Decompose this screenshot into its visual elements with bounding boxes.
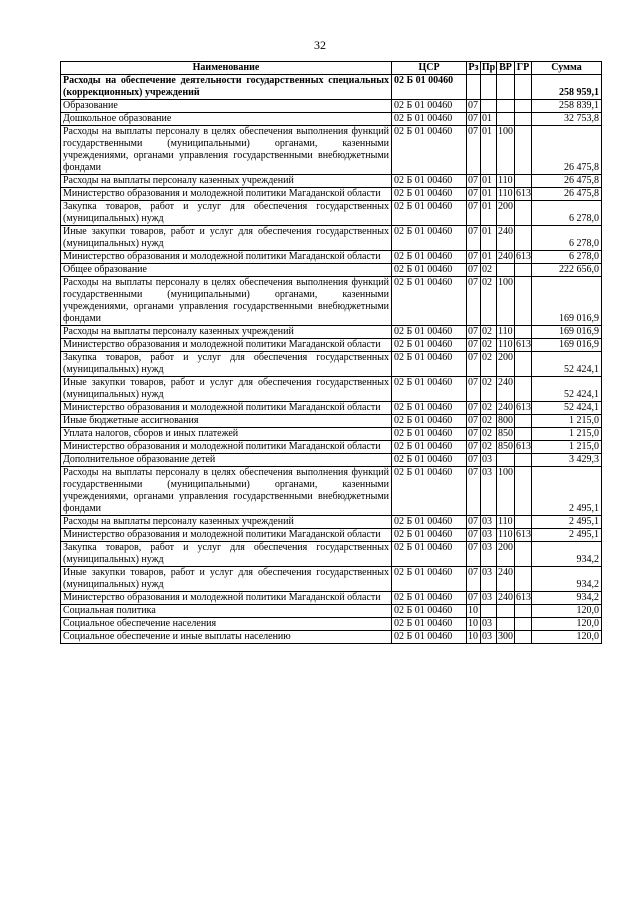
cell-pr: 03 (481, 592, 497, 605)
header-rz: Рз (468, 62, 479, 73)
cell-csr: 02 Б 01 00460 (392, 201, 467, 226)
cell-pr: 03 (481, 454, 497, 467)
cell-csr: 02 Б 01 00460 (392, 415, 467, 428)
cell-sum: 2 495,1 (532, 516, 602, 529)
cell-pr (481, 605, 497, 618)
cell-pr: 02 (481, 264, 497, 277)
table-row (61, 277, 602, 326)
cell-pr (481, 75, 497, 100)
cell-sum: 6 278,0 (532, 201, 602, 226)
cell-vr: 110 (498, 188, 513, 199)
cell-sum: 169 016,9 (532, 326, 602, 339)
cell-rz: 07 (467, 377, 481, 402)
cell-name: Социальное обеспечение населения (61, 618, 392, 631)
cell-vr: 110 (498, 175, 513, 186)
cell-rz: 07 (467, 113, 481, 126)
table-row (61, 592, 602, 605)
cell-csr: 02 Б 01 00460 (392, 264, 467, 277)
cell-gr: 613 (516, 339, 531, 350)
cell-vr (497, 618, 515, 631)
cell-rz: 10 (467, 605, 481, 618)
cell-gr (515, 100, 532, 113)
cell-gr: 613 (516, 188, 531, 199)
cell-rz: 10 (467, 618, 481, 631)
cell-vr (497, 264, 515, 277)
cell-rz: 07 (467, 428, 481, 441)
cell-gr (515, 542, 532, 567)
cell-gr (515, 75, 532, 100)
cell-rz: 07 (467, 516, 481, 529)
cell-sum: 1 215,0 (532, 428, 602, 441)
cell-pr (481, 100, 497, 113)
cell-rz: 07 (467, 567, 481, 592)
cell-gr (515, 113, 532, 126)
cell-vr: 240 (498, 251, 513, 262)
cell-rz: 07 (467, 441, 481, 454)
table-row (61, 529, 602, 542)
cell-csr: 02 Б 01 00460 (392, 631, 467, 644)
cell-sum: 52 424,1 (532, 402, 602, 415)
cell-name: Министерство образования и молодежной политики Магаданской области (61, 529, 392, 542)
cell-name: Министерство образования и молодежной политики Магаданской области (61, 402, 392, 415)
cell-vr: 110 (498, 326, 513, 337)
cell-rz: 07 (467, 467, 481, 516)
cell-sum: 32 753,8 (532, 113, 602, 126)
cell-gr (515, 352, 532, 377)
cell-sum: 258 839,1 (532, 100, 602, 113)
cell-pr: 01 (481, 188, 497, 201)
cell-pr: 03 (481, 542, 497, 567)
cell-name: Министерство образования и молодежной политики Магаданской области (61, 441, 392, 454)
cell-vr (497, 113, 515, 126)
cell-csr: 02 Б 01 00460 (392, 188, 467, 201)
cell-gr (515, 226, 532, 251)
cell-pr: 01 (481, 226, 497, 251)
cell-gr (515, 415, 532, 428)
cell-name: Министерство образования и молодежной политики Магаданской области (61, 188, 392, 201)
cell-name: Дошкольное образование (61, 113, 392, 126)
cell-rz: 07 (467, 415, 481, 428)
cell-pr: 02 (481, 326, 497, 339)
cell-sum: 26 475,8 (532, 188, 602, 201)
cell-rz: 07 (467, 126, 481, 175)
cell-pr: 03 (481, 567, 497, 592)
cell-vr: 110 (498, 529, 513, 540)
cell-name: Расходы на выплаты персоналу в целях обеспечения выполнения функций государственными (муниципальными) органами, казенными учреждениями, органами управления государственными внебюджетными фондами (61, 467, 392, 516)
cell-rz: 10 (467, 631, 481, 644)
table-row (61, 113, 602, 126)
cell-pr: 01 (481, 175, 497, 188)
cell-rz: 07 (467, 277, 481, 326)
cell-vr: 240 (498, 592, 513, 603)
cell-sum: 26 475,8 (532, 126, 602, 175)
cell-pr: 03 (481, 516, 497, 529)
cell-pr: 01 (481, 113, 497, 126)
cell-rz: 07 (467, 188, 481, 201)
cell-sum: 1 215,0 (532, 415, 602, 428)
table-row (61, 264, 602, 277)
cell-pr: 02 (481, 377, 497, 402)
header-csr: ЦСР (392, 62, 467, 75)
cell-sum: 222 656,0 (532, 264, 602, 277)
cell-vr: 240 (498, 402, 513, 413)
cell-gr: 613 (516, 251, 531, 262)
cell-vr: 100 (497, 467, 515, 516)
cell-name: Закупка товаров, работ и услуг для обеспечения государственных (муниципальных) нужд (61, 201, 392, 226)
cell-csr: 02 Б 01 00460 (392, 100, 467, 113)
cell-sum: 934,2 (532, 567, 602, 592)
cell-sum: 6 278,0 (532, 226, 602, 251)
cell-rz: 07 (467, 100, 481, 113)
table-row (61, 402, 602, 415)
cell-rz: 07 (467, 592, 481, 605)
table-row (61, 516, 602, 529)
table-row (61, 339, 602, 352)
cell-vr: 240 (497, 226, 515, 251)
cell-csr: 02 Б 01 00460 (392, 377, 467, 402)
table-row (61, 251, 602, 264)
header-name: Наименование (61, 62, 392, 75)
cell-gr (515, 618, 532, 631)
cell-rz: 07 (467, 352, 481, 377)
cell-rz: 07 (467, 529, 481, 542)
cell-sum: 2 495,1 (532, 529, 602, 542)
table-body (61, 75, 602, 644)
cell-name: Министерство образования и молодежной политики Магаданской области (61, 251, 392, 264)
cell-pr: 02 (481, 402, 497, 415)
page-number: 32 (314, 38, 326, 52)
cell-csr: 02 Б 01 00460 (392, 618, 467, 631)
header-sum: Сумма (532, 62, 602, 75)
cell-sum: 52 424,1 (532, 377, 602, 402)
cell-name: Уплата налогов, сборов и иных платежей (61, 428, 392, 441)
cell-gr (515, 277, 532, 326)
table-row (61, 326, 602, 339)
cell-vr: 200 (497, 201, 515, 226)
cell-gr (515, 631, 532, 644)
cell-csr: 02 Б 01 00460 (392, 454, 467, 467)
cell-csr: 02 Б 01 00460 (392, 277, 467, 326)
cell-name: Министерство образования и молодежной политики Магаданской области (61, 592, 392, 605)
cell-vr: 100 (497, 277, 515, 326)
table-row (61, 75, 602, 100)
cell-name: Расходы на выплаты персоналу казенных учреждений (61, 175, 392, 188)
table-row (61, 377, 602, 402)
cell-csr: 02 Б 01 00460 (392, 175, 467, 188)
cell-csr: 02 Б 01 00460 (392, 567, 467, 592)
table-row (61, 175, 602, 188)
cell-pr: 02 (481, 415, 497, 428)
cell-rz: 07 (467, 339, 481, 352)
cell-sum: 120,0 (532, 605, 602, 618)
table-row (61, 226, 602, 251)
cell-sum: 120,0 (532, 618, 602, 631)
cell-gr (515, 377, 532, 402)
cell-pr: 01 (481, 251, 497, 264)
cell-name: Расходы на выплаты персоналу в целях обеспечения выполнения функций государственными (муниципальными) органами, казенными учреждениями, органами управления государственными внебюджетными фондами (61, 126, 392, 175)
cell-name: Иные закупки товаров, работ и услуг для обеспечения государственных (муниципальных) нужд (61, 567, 392, 592)
cell-rz: 07 (467, 402, 481, 415)
cell-vr: 110 (498, 339, 513, 350)
cell-vr: 240 (497, 567, 515, 592)
cell-rz: 07 (467, 454, 481, 467)
cell-vr: 200 (497, 542, 515, 567)
cell-gr (515, 605, 532, 618)
cell-name: Расходы на выплаты персоналу казенных учреждений (61, 516, 392, 529)
cell-gr: 613 (516, 529, 531, 540)
cell-sum: 258 959,1 (532, 75, 602, 100)
cell-gr (515, 516, 532, 529)
cell-name: Социальная политика (61, 605, 392, 618)
cell-rz: 07 (467, 251, 481, 264)
cell-vr: 110 (498, 516, 513, 527)
cell-pr: 02 (481, 428, 497, 441)
cell-pr: 01 (481, 126, 497, 175)
table-row (61, 605, 602, 618)
cell-gr (515, 467, 532, 516)
cell-pr: 02 (481, 352, 497, 377)
cell-sum: 120,0 (532, 631, 602, 644)
cell-name: Расходы на обеспечение деятельности государственных специальных (коррекционных) учреждений (61, 75, 392, 100)
cell-gr (515, 454, 532, 467)
cell-name: Закупка товаров, работ и услуг для обеспечения государственных (муниципальных) нужд (61, 352, 392, 377)
cell-gr (515, 567, 532, 592)
table-row (61, 631, 602, 644)
cell-pr: 03 (481, 618, 497, 631)
cell-gr: 613 (516, 592, 531, 603)
cell-csr: 02 Б 01 00460 (392, 126, 467, 175)
cell-gr: 613 (516, 402, 531, 413)
cell-name: Общее образование (61, 264, 392, 277)
cell-pr: 02 (481, 441, 497, 454)
cell-rz: 07 (467, 226, 481, 251)
cell-name: Министерство образования и молодежной политики Магаданской области (61, 339, 392, 352)
cell-pr: 02 (481, 339, 497, 352)
table-row (61, 415, 602, 428)
table-row (61, 188, 602, 201)
table-row (61, 201, 602, 226)
cell-vr (497, 75, 515, 100)
cell-vr: 240 (497, 377, 515, 402)
cell-gr (515, 264, 532, 277)
header-gr: ГР (515, 62, 532, 75)
cell-gr: 613 (516, 441, 531, 452)
cell-sum: 3 429,3 (532, 454, 602, 467)
cell-csr: 02 Б 01 00460 (392, 605, 467, 618)
cell-name: Расходы на выплаты персоналу казенных учреждений (61, 326, 392, 339)
cell-csr: 02 Б 01 00460 (392, 516, 467, 529)
cell-csr: 02 Б 01 00460 (392, 339, 467, 352)
cell-csr: 02 Б 01 00460 (392, 75, 467, 100)
table-row (61, 567, 602, 592)
budget-table (60, 61, 602, 644)
cell-sum: 6 278,0 (532, 251, 602, 264)
cell-pr: 01 (481, 201, 497, 226)
cell-pr: 03 (481, 529, 497, 542)
table-row (61, 618, 602, 631)
cell-csr: 02 Б 01 00460 (392, 441, 467, 454)
cell-rz: 07 (467, 264, 481, 277)
cell-pr: 02 (481, 277, 497, 326)
cell-csr: 02 Б 01 00460 (392, 251, 467, 264)
cell-csr: 02 Б 01 00460 (392, 326, 467, 339)
cell-vr (497, 605, 515, 618)
cell-name: Дополнительное образование детей (61, 454, 392, 467)
cell-rz (467, 75, 481, 100)
cell-name: Иные бюджетные ассигнования (61, 415, 392, 428)
cell-sum: 934,2 (532, 592, 602, 605)
cell-csr: 02 Б 01 00460 (392, 467, 467, 516)
cell-rz: 07 (467, 175, 481, 188)
cell-pr: 03 (481, 631, 497, 644)
cell-sum: 26 475,8 (532, 175, 602, 188)
cell-rz: 07 (467, 326, 481, 339)
cell-vr: 300 (498, 631, 513, 642)
cell-csr: 02 Б 01 00460 (392, 113, 467, 126)
cell-gr (515, 428, 532, 441)
cell-sum: 52 424,1 (532, 352, 602, 377)
cell-rz: 07 (467, 542, 481, 567)
cell-gr (515, 201, 532, 226)
cell-sum: 1 215,0 (532, 441, 602, 454)
cell-name: Социальное обеспечение и иные выплаты населению (61, 631, 392, 644)
cell-csr: 02 Б 01 00460 (392, 542, 467, 567)
table-header-row (61, 62, 602, 75)
cell-csr: 02 Б 01 00460 (392, 226, 467, 251)
cell-vr: 200 (497, 352, 515, 377)
cell-name: Закупка товаров, работ и услуг для обеспечения государственных (муниципальных) нужд (61, 542, 392, 567)
cell-csr: 02 Б 01 00460 (392, 428, 467, 441)
table-row (61, 428, 602, 441)
table-row (61, 126, 602, 175)
table-row (61, 441, 602, 454)
table-row (61, 100, 602, 113)
cell-gr (515, 126, 532, 175)
table-row (61, 454, 602, 467)
cell-vr: 800 (498, 415, 513, 426)
cell-name: Иные закупки товаров, работ и услуг для обеспечения государственных (муниципальных) нужд (61, 226, 392, 251)
cell-sum: 169 016,9 (532, 277, 602, 326)
header-vr: ВР (497, 62, 515, 75)
cell-vr: 850 (498, 441, 513, 452)
cell-sum: 934,2 (532, 542, 602, 567)
cell-vr: 100 (497, 126, 515, 175)
cell-gr (515, 326, 532, 339)
cell-csr: 02 Б 01 00460 (392, 529, 467, 542)
cell-sum: 2 495,1 (532, 467, 602, 516)
cell-csr: 02 Б 01 00460 (392, 352, 467, 377)
table-row (61, 467, 602, 516)
cell-name: Расходы на выплаты персоналу в целях обеспечения выполнения функций государственными (муниципальными) органами, казенными учреждениями, органами управления государственными внебюджетными фондами (61, 277, 392, 326)
cell-rz: 07 (467, 201, 481, 226)
header-pr: Пр (481, 62, 496, 73)
cell-csr: 02 Б 01 00460 (392, 402, 467, 415)
cell-pr: 03 (481, 467, 497, 516)
table-row (61, 542, 602, 567)
cell-vr (497, 454, 515, 467)
cell-name: Образование (61, 100, 392, 113)
table-row (61, 352, 602, 377)
cell-gr (515, 175, 532, 188)
cell-csr: 02 Б 01 00460 (392, 592, 467, 605)
cell-vr (497, 100, 515, 113)
cell-sum: 169 016,9 (532, 339, 602, 352)
cell-vr: 850 (498, 428, 513, 439)
cell-name: Иные закупки товаров, работ и услуг для обеспечения государственных (муниципальных) нужд (61, 377, 392, 402)
